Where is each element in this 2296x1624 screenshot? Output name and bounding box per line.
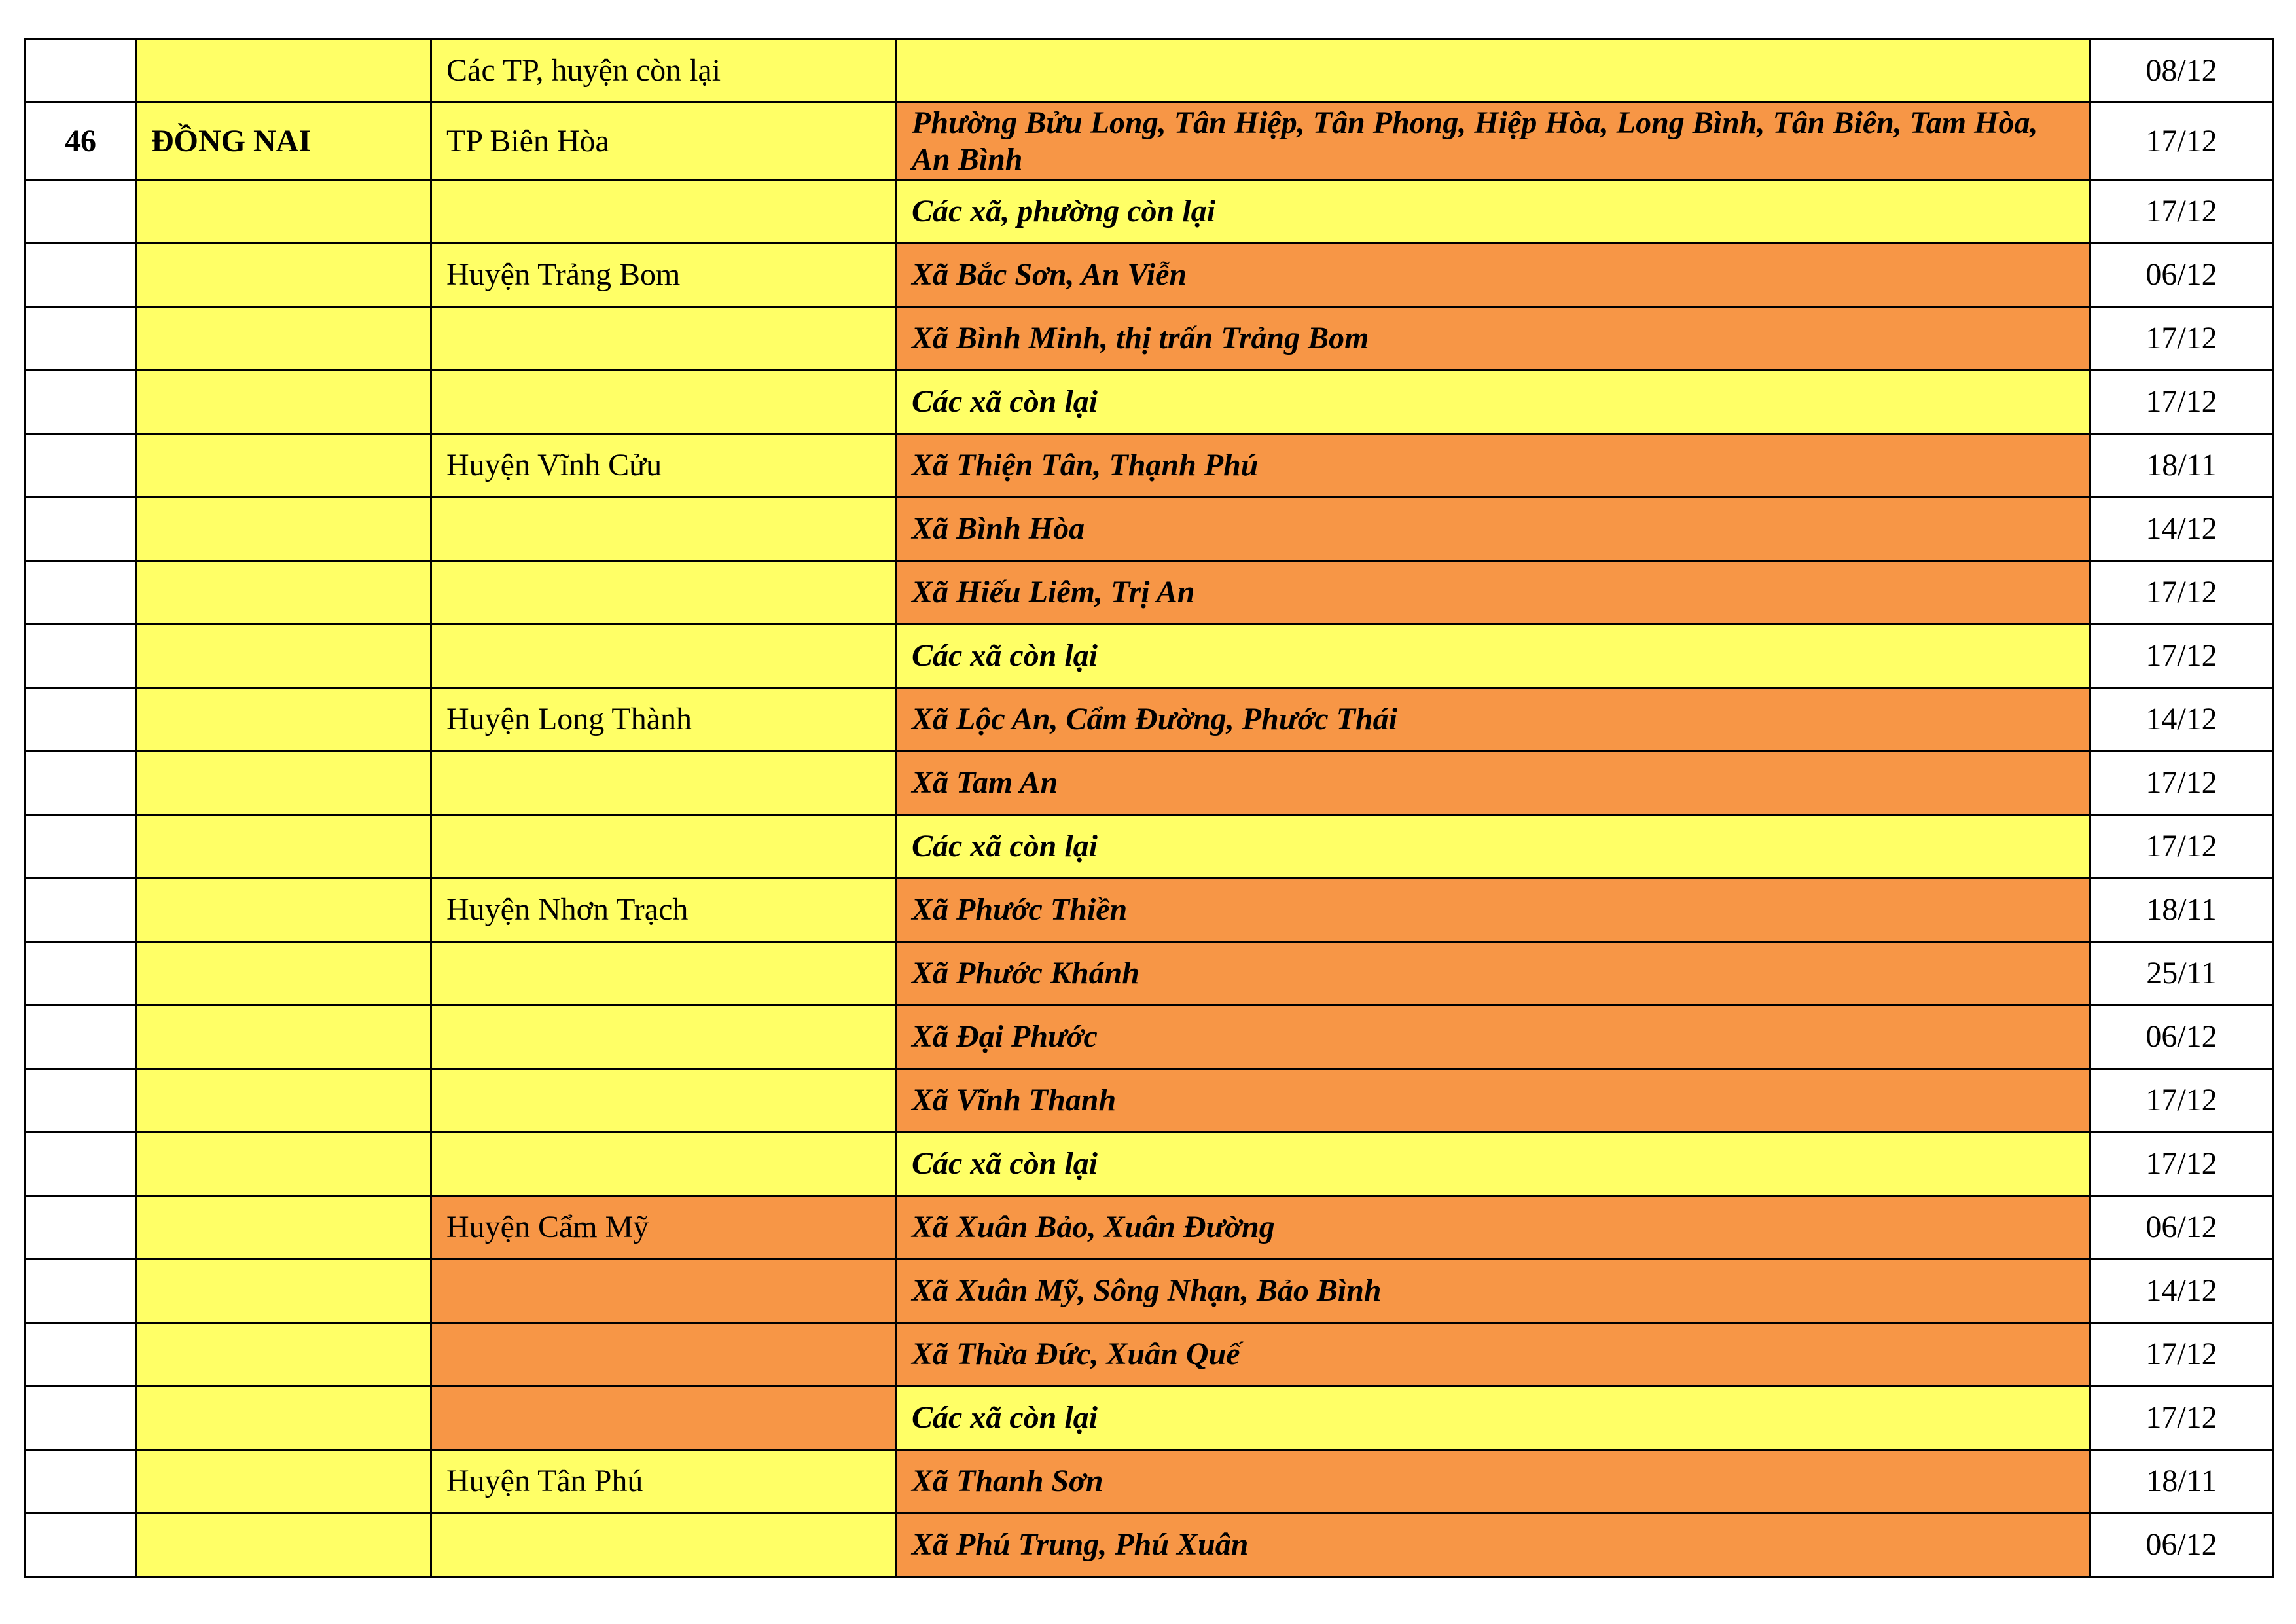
row-number-cell (26, 561, 136, 624)
province-cell (136, 1323, 431, 1386)
table-row (26, 180, 2273, 244)
area-cell: Các xã còn lại (897, 624, 2090, 688)
province-cell (136, 942, 431, 1005)
district-cell: Huyện Long Thành (431, 688, 897, 751)
area-cell: Các xã còn lại (897, 815, 2090, 878)
district-cell (431, 1005, 897, 1069)
district-cell (431, 1386, 897, 1450)
province-cell (136, 1132, 431, 1196)
district-cell (431, 180, 897, 244)
row-number-cell (26, 1069, 136, 1132)
row-number-cell (26, 878, 136, 942)
date-cell: 14/12 (2090, 497, 2273, 561)
province-cell (136, 688, 431, 751)
area-cell: Phường Bửu Long, Tân Hiệp, Tân Phong, Hiệp Hòa, Long Bình, Tân Biên, Tam Hòa, An Bình (897, 103, 2090, 180)
date-cell: 17/12 (2090, 1323, 2273, 1386)
province-cell (136, 1259, 431, 1323)
date-cell: 17/12 (2090, 561, 2273, 624)
province-cell (136, 815, 431, 878)
area-cell: Xã Hiếu Liêm, Trị An (897, 561, 2090, 624)
table-row (26, 561, 2273, 624)
district-cell: Huyện Vĩnh Cửu (431, 434, 897, 497)
row-number-cell: 46 (26, 103, 136, 180)
row-number-cell (26, 1259, 136, 1323)
date-cell: 17/12 (2090, 1069, 2273, 1132)
row-number-cell (26, 180, 136, 244)
date-cell: 06/12 (2090, 1196, 2273, 1259)
province-cell: ĐỒNG NAI (136, 103, 431, 180)
area-cell: Các xã, phường còn lại (897, 180, 2090, 244)
date-cell: 06/12 (2090, 1005, 2273, 1069)
province-cell (136, 1196, 431, 1259)
row-number-cell (26, 1450, 136, 1513)
table-row (26, 307, 2273, 370)
table-row (26, 1069, 2273, 1132)
table-row (26, 244, 2273, 307)
area-cell: Xã Đại Phước (897, 1005, 2090, 1069)
province-cell (136, 180, 431, 244)
table-row (26, 1323, 2273, 1386)
date-cell: 14/12 (2090, 688, 2273, 751)
province-cell (136, 497, 431, 561)
area-cell: Xã Bắc Sơn, An Viễn (897, 244, 2090, 307)
province-cell (136, 1005, 431, 1069)
district-cell (431, 1513, 897, 1577)
province-cell (136, 751, 431, 815)
table-row (26, 624, 2273, 688)
district-cell (431, 751, 897, 815)
row-number-cell (26, 1132, 136, 1196)
province-cell (136, 1513, 431, 1577)
row-number-cell (26, 1513, 136, 1577)
table-row (26, 1259, 2273, 1323)
table-row (26, 688, 2273, 751)
date-cell: 17/12 (2090, 307, 2273, 370)
district-cell (431, 1069, 897, 1132)
district-cell (431, 497, 897, 561)
table-row (26, 1005, 2273, 1069)
area-cell: Xã Thanh Sơn (897, 1450, 2090, 1513)
district-cell (431, 942, 897, 1005)
district-cell: Huyện Nhơn Trạch (431, 878, 897, 942)
area-cell: Xã Bình Minh, thị trấn Trảng Bom (897, 307, 2090, 370)
area-cell: Xã Thiện Tân, Thạnh Phú (897, 434, 2090, 497)
date-cell: 14/12 (2090, 1259, 2273, 1323)
row-number-cell (26, 624, 136, 688)
area-cell: Xã Vĩnh Thanh (897, 1069, 2090, 1132)
district-cell (431, 624, 897, 688)
district-cell (431, 307, 897, 370)
area-cell: Xã Phước Thiền (897, 878, 2090, 942)
date-cell: 18/11 (2090, 878, 2273, 942)
table-row (26, 1386, 2273, 1450)
district-cell: Các TP, huyện còn lại (431, 39, 897, 103)
table-row (26, 497, 2273, 561)
district-cell (431, 561, 897, 624)
area-cell: Xã Thừa Đức, Xuân Quế (897, 1323, 2090, 1386)
date-cell: 17/12 (2090, 751, 2273, 815)
table-row (26, 434, 2273, 497)
province-cell (136, 39, 431, 103)
area-cell: Xã Lộc An, Cẩm Đường, Phước Thái (897, 688, 2090, 751)
row-number-cell (26, 1323, 136, 1386)
date-cell: 17/12 (2090, 624, 2273, 688)
table-row (26, 103, 2273, 180)
date-cell: 17/12 (2090, 815, 2273, 878)
area-cell: Xã Xuân Mỹ, Sông Nhạn, Bảo Bình (897, 1259, 2090, 1323)
row-number-cell (26, 1386, 136, 1450)
area-cell: Xã Bình Hòa (897, 497, 2090, 561)
area-cell: Các xã còn lại (897, 1132, 2090, 1196)
date-cell: 08/12 (2090, 39, 2273, 103)
row-number-cell (26, 688, 136, 751)
province-cell (136, 624, 431, 688)
province-cell (136, 434, 431, 497)
table-row (26, 370, 2273, 434)
row-number-cell (26, 815, 136, 878)
date-cell: 06/12 (2090, 1513, 2273, 1577)
date-cell: 18/11 (2090, 434, 2273, 497)
row-number-cell (26, 942, 136, 1005)
area-cell: Các xã còn lại (897, 1386, 2090, 1450)
row-number-cell (26, 244, 136, 307)
district-cell: Huyện Trảng Bom (431, 244, 897, 307)
province-cell (136, 244, 431, 307)
date-cell: 25/11 (2090, 942, 2273, 1005)
row-number-cell (26, 307, 136, 370)
date-cell: 17/12 (2090, 370, 2273, 434)
table-row (26, 1132, 2273, 1196)
area-cell (897, 39, 2090, 103)
district-cell (431, 370, 897, 434)
province-cell (136, 1450, 431, 1513)
date-cell: 17/12 (2090, 1132, 2273, 1196)
table-row (26, 1196, 2273, 1259)
table-row (26, 751, 2273, 815)
table-row (26, 815, 2273, 878)
table-row (26, 878, 2273, 942)
district-cell: Huyện Cẩm Mỹ (431, 1196, 897, 1259)
row-number-cell (26, 370, 136, 434)
province-cell (136, 307, 431, 370)
area-cell: Xã Tam An (897, 751, 2090, 815)
table-row (26, 1513, 2273, 1577)
schedule-table (24, 38, 2274, 1578)
province-cell (136, 878, 431, 942)
row-number-cell (26, 434, 136, 497)
date-cell: 17/12 (2090, 1386, 2273, 1450)
province-cell (136, 1069, 431, 1132)
table-row (26, 942, 2273, 1005)
row-number-cell (26, 751, 136, 815)
province-cell (136, 370, 431, 434)
table-row (26, 39, 2273, 103)
district-cell: Huyện Tân Phú (431, 1450, 897, 1513)
table-row (26, 1450, 2273, 1513)
row-number-cell (26, 1005, 136, 1069)
date-cell: 06/12 (2090, 244, 2273, 307)
province-cell (136, 561, 431, 624)
table-body (26, 39, 2273, 1577)
area-cell: Xã Xuân Bảo, Xuân Đường (897, 1196, 2090, 1259)
row-number-cell (26, 1196, 136, 1259)
district-cell (431, 1132, 897, 1196)
area-cell: Xã Phước Khánh (897, 942, 2090, 1005)
province-cell (136, 1386, 431, 1450)
date-cell: 17/12 (2090, 180, 2273, 244)
district-cell (431, 1323, 897, 1386)
row-number-cell (26, 39, 136, 103)
row-number-cell (26, 497, 136, 561)
date-cell: 17/12 (2090, 103, 2273, 180)
date-cell: 18/11 (2090, 1450, 2273, 1513)
area-cell: Xã Phú Trung, Phú Xuân (897, 1513, 2090, 1577)
district-cell (431, 815, 897, 878)
area-cell: Các xã còn lại (897, 370, 2090, 434)
district-cell (431, 1259, 897, 1323)
district-cell: TP Biên Hòa (431, 103, 897, 180)
